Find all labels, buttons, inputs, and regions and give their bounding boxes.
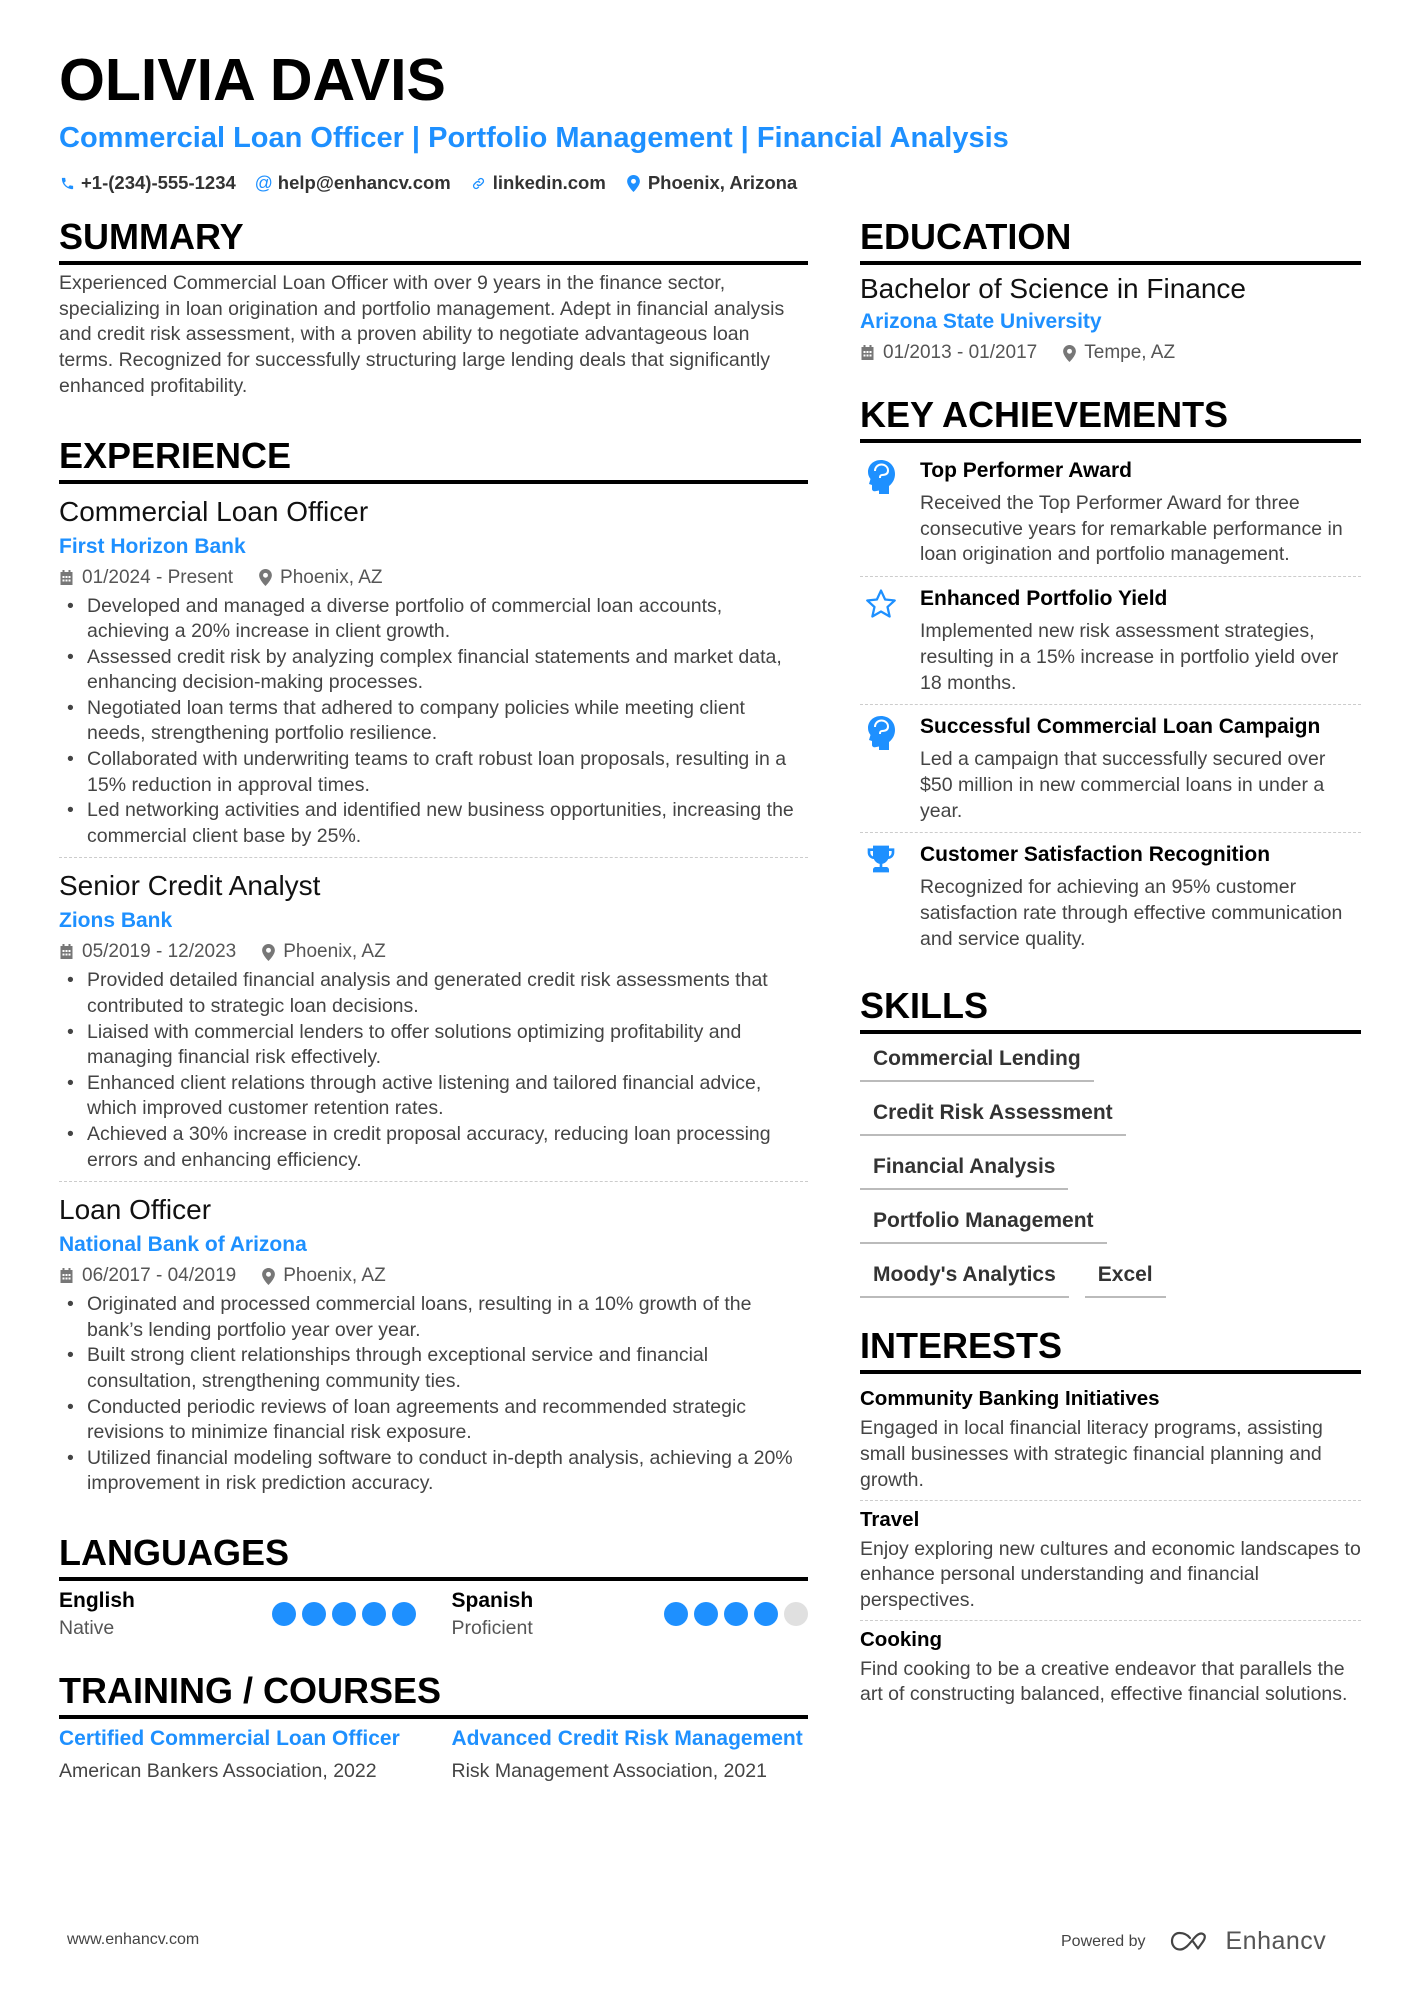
achievement-desc: Led a campaign that successfully secured over $50 million in new commercial loans in under a year.	[920, 748, 1326, 822]
job-entry	[59, 490, 808, 859]
section-title-languages: LANGUAGES	[59, 1531, 808, 1581]
section-title-training: TRAINING / COURSES	[59, 1669, 808, 1719]
calendar-icon	[59, 944, 74, 960]
location-pin-icon	[1063, 345, 1076, 362]
job-title: Senior Credit Analyst	[59, 870, 321, 902]
course-item	[452, 1725, 809, 1784]
languages-section	[59, 1531, 808, 1641]
achievement-title: Successful Commercial Loan Campaign	[920, 715, 1321, 739]
brand-name: Enhancv	[1225, 1927, 1327, 1955]
left-column	[59, 215, 808, 1818]
company-name: National Bank of Arizona	[59, 1233, 307, 1257]
enhancv-logo-icon	[1170, 1930, 1216, 1954]
location-pin-icon	[262, 944, 275, 961]
job-dates: 06/2017 - 04/2019	[82, 1265, 237, 1287]
bullet-item: • Negotiated loan terms that adhered to company policies while meeting client needs, strengthening portfolio resilience.	[59, 696, 808, 747]
course-item	[59, 1725, 416, 1784]
course-title: Certified Commercial Loan Officer	[59, 1726, 400, 1750]
section-title-achievements: KEY ACHIEVEMENTS	[860, 393, 1361, 443]
achievement-desc: Recognized for achieving an 95% customer satisfaction rate through effective communication and service quality.	[920, 876, 1343, 950]
job-bullets	[59, 594, 808, 850]
course-title: Advanced Credit Risk Management	[451, 1726, 803, 1750]
trophy-icon	[860, 841, 902, 952]
course-org: Risk Management Association, 2021	[451, 1759, 767, 1782]
powered-by-label: Powered by	[1061, 1932, 1146, 1950]
bullet-item: • Achieved a 30% increase in credit proposal accuracy, reducing loan processing errors and enhancing efficiency.	[59, 1122, 808, 1173]
enhancv-logo[interactable]	[1170, 1927, 1327, 1956]
language-name: Spanish	[451, 1588, 534, 1612]
at-icon: @	[254, 173, 273, 193]
bullet-item: • Developed and managed a diverse portfolio of commercial loan accounts, achieving a 20% increase in client growth.	[59, 594, 808, 645]
interest-title: Cooking	[860, 1627, 942, 1651]
job-location: Phoenix, AZ	[280, 566, 383, 588]
section-title-summary: SUMMARY	[59, 215, 808, 265]
star-icon	[860, 585, 902, 696]
contact-email[interactable]	[256, 170, 451, 196]
rating-dot-filled	[694, 1602, 718, 1626]
rating-dot-filled	[754, 1602, 778, 1626]
interest-title: Travel	[860, 1507, 920, 1531]
location-pin-icon	[626, 175, 642, 192]
footer-website-link[interactable]: www.enhancv.com	[67, 1931, 200, 1948]
job-meta	[59, 938, 808, 966]
education-meta	[860, 339, 1361, 367]
bullet-item: • Originated and processed commercial loans, resulting in a 10% growth of the bank’s lending portfolio year over year.	[59, 1292, 808, 1343]
phone-text: +1-(234)-555-1234	[81, 172, 236, 193]
language-level: Native	[59, 1616, 115, 1639]
achievement-title: Top Performer Award	[920, 459, 1132, 482]
footer-branding	[1061, 1927, 1326, 1956]
bullet-item: • Led networking activities and identified new business opportunities, increasing the commercial client base by 25%.	[59, 798, 808, 849]
rating-dot-filled	[362, 1602, 386, 1626]
bullet-item: • Liaised with commercial lenders to offer solutions optimizing profitability and managing financial risk effectively.	[59, 1020, 808, 1071]
job-title: Loan Officer	[59, 1194, 212, 1226]
rating-dot-filled	[332, 1602, 356, 1626]
job-dates: 05/2019 - 12/2023	[82, 941, 237, 963]
job-bullets	[59, 1292, 808, 1497]
resume-header	[59, 44, 1359, 196]
section-title-education: EDUCATION	[860, 215, 1361, 265]
achievement-item	[860, 705, 1361, 833]
skill-tag: Credit Risk Assessment	[860, 1094, 1126, 1136]
candidate-name: OLIVIA DAVIS	[59, 47, 446, 113]
rating-dot-filled	[302, 1602, 326, 1626]
head-brain-icon	[860, 457, 902, 568]
courses-list	[59, 1725, 808, 1784]
education-section	[860, 215, 1361, 367]
summary-section	[59, 215, 808, 400]
language-item	[59, 1587, 416, 1641]
job-meta	[59, 1262, 808, 1290]
job-entry	[59, 1188, 808, 1505]
bullet-item: • Assessed credit risk by analyzing complex financial statements and market data, enhancing decision-making processes.	[59, 645, 808, 696]
achievement-item	[860, 577, 1361, 705]
interest-desc: Enjoy exploring new cultures and economic landscapes to enhance personal understanding and financial perspectives.	[860, 1537, 1361, 1611]
job-meta	[59, 564, 808, 592]
rating-dot-filled	[724, 1602, 748, 1626]
interest-item	[860, 1501, 1361, 1621]
section-title-skills: SKILLS	[860, 984, 1361, 1034]
location-pin-icon	[259, 569, 272, 586]
contact-phone[interactable]	[59, 170, 236, 196]
interest-item	[860, 1380, 1361, 1500]
achievement-item	[860, 449, 1361, 577]
job-bullets	[59, 968, 808, 1173]
bullet-item: • Provided detailed financial analysis and generated credit risk assessments that contributed to strategic loan decisions.	[59, 968, 808, 1019]
section-title-interests: INTERESTS	[860, 1324, 1361, 1374]
interests-section	[860, 1324, 1361, 1714]
interest-desc: Find cooking to be a creative endeavor that parallels the art of constructing balanced, effective financial solutions.	[860, 1657, 1348, 1706]
achievement-desc: Received the Top Performer Award for three consecutive years for remarkable performance in loan origination and portfolio management.	[920, 492, 1343, 566]
phone-icon	[59, 176, 75, 191]
skill-tag: Financial Analysis	[860, 1148, 1068, 1190]
job-entry	[59, 864, 808, 1182]
bullet-item: • Utilized financial modeling software to conduct in-depth analysis, achieving a 20% improvement in risk prediction accuracy.	[59, 1446, 808, 1497]
skill-tag: Excel	[1085, 1256, 1166, 1298]
contact-location	[626, 170, 797, 196]
education-location: Tempe, AZ	[1084, 342, 1176, 363]
head-brain-icon	[860, 713, 902, 824]
bullet-item: • Enhanced client relations through active listening and tailored financial advice, which improved customer retention rates.	[59, 1071, 808, 1122]
achievement-desc: Implemented new risk assessment strategies, resulting in a 15% increase in portfolio yield over 18 months.	[920, 620, 1339, 694]
education-dates: 01/2013 - 01/2017	[883, 342, 1038, 363]
interest-desc: Engaged in local financial literacy programs, assisting small businesses with strategic financial planning and growth.	[860, 1417, 1323, 1491]
language-rating	[664, 1602, 808, 1626]
rating-dot-empty	[784, 1602, 808, 1626]
skills-list	[860, 1040, 1361, 1298]
location-pin-icon	[262, 1268, 275, 1285]
bullet-item: • Conducted periodic reviews of loan agreements and recommended strategic revisions to minimize financial risk exposure.	[59, 1395, 808, 1446]
experience-section	[59, 434, 808, 1505]
skill-tag: Portfolio Management	[860, 1202, 1107, 1244]
location-text: Phoenix, Arizona	[647, 172, 798, 193]
job-title: Commercial Loan Officer	[59, 495, 369, 527]
summary-text: Experienced Commercial Loan Officer with over 9 years in the finance sector, specializing in loan origination and portfolio management. Adept in financial analysis and credit risk assessment, with a proven ability to negotiate advantageous loan terms. Recognized for successfully structuring large lending deals that significantly enhanced profitability.	[59, 272, 785, 397]
school-name: Arizona State University	[860, 310, 1102, 333]
language-rating	[272, 1602, 416, 1626]
section-title-experience: EXPERIENCE	[59, 434, 808, 484]
interest-item	[860, 1621, 1361, 1714]
job-dates: 01/2024 - Present	[82, 566, 234, 588]
headline: Commercial Loan Officer | Portfolio Management | Financial Analysis	[59, 122, 1009, 154]
languages-list	[59, 1587, 808, 1641]
achievement-title: Enhanced Portfolio Yield	[920, 587, 1168, 611]
job-location: Phoenix, AZ	[283, 1265, 386, 1287]
language-level: Proficient	[451, 1616, 533, 1639]
skill-tag: Commercial Lending	[860, 1040, 1094, 1082]
link-icon	[471, 176, 487, 191]
calendar-icon	[59, 1268, 74, 1284]
achievement-title: Customer Satisfaction Recognition	[920, 843, 1271, 867]
rating-dot-filled	[272, 1602, 296, 1626]
company-name: First Horizon Bank	[59, 534, 246, 558]
linkedin-text: linkedin.com	[492, 172, 606, 193]
skills-section	[860, 984, 1361, 1298]
interest-title: Community Banking Initiatives	[860, 1387, 1160, 1411]
company-name: Zions Bank	[59, 909, 173, 933]
achievements-section	[860, 393, 1361, 960]
bullet-item: • Collaborated with underwriting teams to craft robust loan proposals, resulting in a 15% reduction in approval times.	[59, 747, 808, 798]
contact-linkedin[interactable]	[471, 170, 606, 196]
email-text: help@enhancv.com	[277, 172, 451, 193]
calendar-icon	[59, 570, 74, 586]
bullet-item: • Built strong client relationships through exceptional service and financial consultation, strengthening community ties.	[59, 1343, 808, 1394]
contact-row	[59, 170, 1359, 196]
training-section	[59, 1669, 808, 1784]
language-item	[452, 1587, 809, 1641]
skill-tag: Moody's Analytics	[860, 1256, 1069, 1298]
achievement-item	[860, 833, 1361, 960]
degree: Bachelor of Science in Finance	[860, 273, 1246, 304]
rating-dot-filled	[392, 1602, 416, 1626]
right-column	[860, 215, 1361, 1748]
rating-dot-filled	[664, 1602, 688, 1626]
language-name: English	[59, 1588, 135, 1612]
course-org: American Bankers Association, 2022	[59, 1759, 377, 1782]
job-location: Phoenix, AZ	[283, 941, 386, 963]
calendar-icon	[860, 345, 875, 361]
